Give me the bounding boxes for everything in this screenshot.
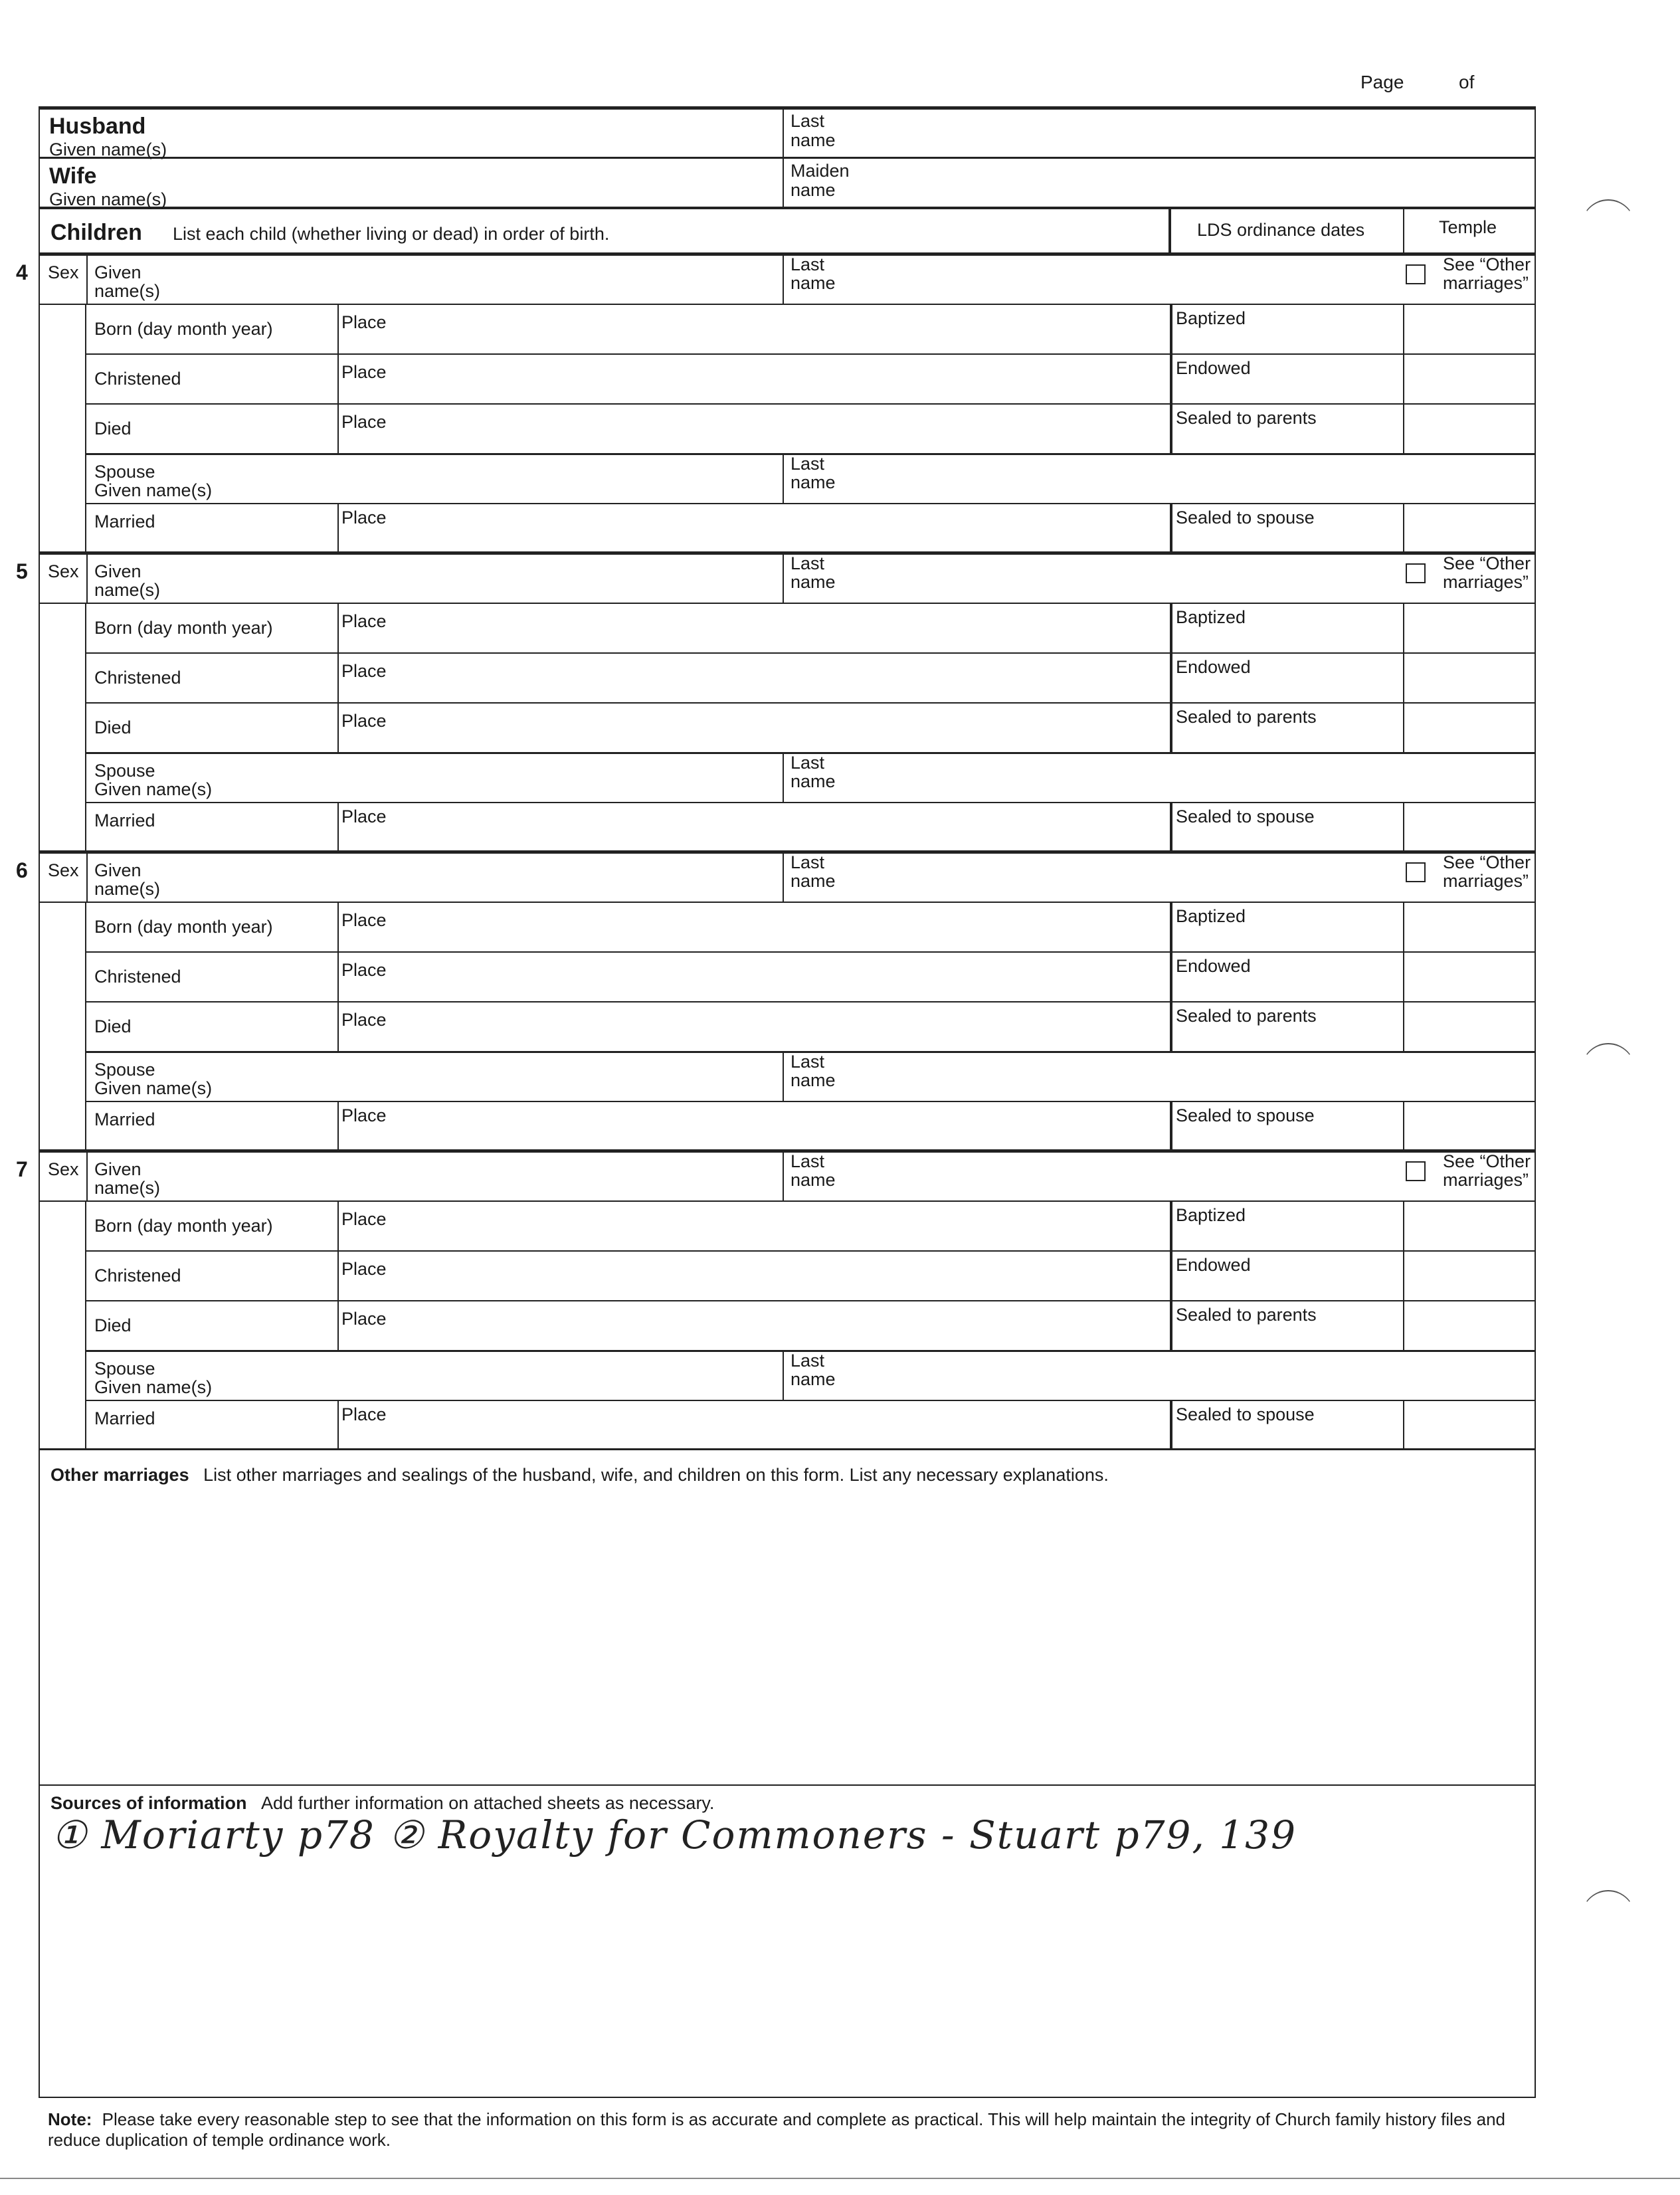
child-6-died-place-field[interactable] [399,1004,1163,1048]
child-6-sealed-to-spouse-date-field[interactable] [1176,1127,1395,1149]
child-4-last-label-1: Last [791,254,825,274]
child-4-baptized-temple-field[interactable] [1407,306,1533,350]
child-5-sealed-to-spouse-temple-field[interactable] [1407,805,1533,848]
child-4-given-label-2: name(s) [94,281,161,301]
wife-maiden-field[interactable] [864,161,1521,204]
child-6-christened-date-field[interactable] [199,954,332,998]
child-5-christened-place-field[interactable] [399,655,1163,699]
child-5-endowed-label: Endowed [1176,657,1251,677]
child-5-spouse-label-2: Given name(s) [94,779,213,799]
wife-given-label: Given name(s) [49,189,167,209]
child-5-sealed-to-spouse-date-field[interactable] [1176,828,1395,850]
child-5-born-place-label: Place [341,611,387,631]
child-4-died-place-label: Place [341,412,387,432]
child-7-see-other-label-1: See “Other [1443,1151,1531,1171]
child-4-last-field[interactable] [864,256,1395,300]
child-7-married-place-field[interactable] [399,1402,1163,1446]
child-5-sealed-to-spouse-label: Sealed to spouse [1176,807,1315,826]
child-4-born-place-field[interactable] [399,306,1163,350]
child-6-born-place-field[interactable] [399,904,1163,948]
child-7-born-date-field[interactable] [199,1203,332,1247]
other-marriages-title: Other marriages [50,1465,189,1485]
sources-section [50,1794,1512,1813]
child-4-died-date-field[interactable] [199,406,332,450]
child-7-given-field[interactable] [153,1153,771,1197]
temple-header: Temple [1439,217,1497,237]
child-4-died-label: Died [94,419,132,438]
child-4-christened-place-field[interactable] [399,356,1163,400]
child-5-married-place-label: Place [341,807,387,826]
child-7-christened-place-label: Place [341,1259,387,1279]
child-7-christened-place-field[interactable] [399,1253,1163,1297]
child-5-see-other-label-1: See “Other [1443,553,1531,573]
binder-hole-middle [1581,1043,1635,1099]
other-marriages-section [50,1466,1512,1485]
child-7-spouse-given-field[interactable] [219,1353,771,1396]
child-5-last-label-2: name [791,572,836,592]
child-6-baptized-label: Baptized [1176,906,1246,926]
child-7-sealed-to-parents-label: Sealed to parents [1176,1305,1317,1325]
sources-handwritten-entry: ① Moriarty p78 ② Royalty for Commoners - Stuart p79, 139 [52,1812,1297,1858]
child-5-given-label-1: Given [94,561,141,581]
child-6-endowed-label: Endowed [1176,956,1251,976]
child-6-married-place-label: Place [341,1105,387,1125]
child-5-last-field[interactable] [864,555,1395,599]
children-title: Children [50,220,142,245]
binder-hole-top [1581,199,1635,255]
note-text: Please take every reasonable step to see that the information on this form is as accurate and complete as practical. This will help maintain the integrity of Church family history files and reduce duplication of temple ordinance work. [48,2109,1506,2150]
child-6-sealed-to-parents-temple-field[interactable] [1407,1004,1533,1048]
child-7-sealed-to-parents-temple-field[interactable] [1407,1303,1533,1347]
child-5-sealed-to-parents-temple-field[interactable] [1407,705,1533,749]
child-5-sealed-to-parents-label: Sealed to parents [1176,707,1317,727]
child-6-given-label-2: name(s) [94,879,161,899]
child-7-last-label-2: name [791,1170,836,1190]
child-4-endowed-date-field[interactable] [1176,380,1395,401]
child-7-christened-date-field[interactable] [199,1253,332,1297]
child-5-baptized-date-field[interactable] [1176,629,1395,650]
child-5-christened-place-label: Place [341,661,387,681]
child-7-spouse-last-label-1: Last [791,1351,825,1371]
child-4-other-marriages-checkbox[interactable] [1406,264,1426,284]
child-6-endowed-date-field[interactable] [1176,978,1395,999]
husband-given-label: Given name(s) [49,140,167,159]
child-4-spouse-label-2: Given name(s) [94,480,213,500]
child-6-spouse-last-field[interactable] [864,1054,1528,1098]
wife-maiden-label-2: name [791,180,836,200]
child-6-sealed-to-parents-date-field[interactable] [1176,1028,1395,1049]
child-6-married-place-field[interactable] [399,1103,1163,1147]
child-7-spouse-last-field[interactable] [864,1353,1528,1396]
child-6-given-label-1: Given [94,860,141,880]
child-4-died-place-field[interactable] [399,406,1163,450]
child-6-sealed-to-spouse-temple-field[interactable] [1407,1103,1533,1147]
husband-last-label-2: name [791,130,836,150]
child-4-see-other-label-2: marriages” [1443,273,1529,293]
child-4-spouse-last-field[interactable] [864,456,1528,500]
child-4-married-date-field[interactable] [199,506,332,549]
child-4-sealed-to-spouse-label: Sealed to spouse [1176,508,1315,527]
child-6-spouse-label-1: Spouse [94,1060,155,1080]
child-5-died-label: Died [94,717,132,737]
child-5-number: 5 [16,559,28,583]
child-6-married-date-field[interactable] [199,1103,332,1147]
child-5-given-label-2: name(s) [94,580,161,600]
child-5-died-date-field[interactable] [199,705,332,749]
child-5-married-label: Married [94,811,155,830]
child-6-born-place-label: Place [341,910,387,930]
child-5-last-label-1: Last [791,553,825,573]
child-6-endowed-temple-field[interactable] [1407,954,1533,998]
child-4-baptized-label: Baptized [1176,308,1246,328]
child-7-endowed-temple-field[interactable] [1407,1253,1533,1297]
child-6-last-label-1: Last [791,852,825,872]
child-7-last-field[interactable] [864,1153,1395,1197]
child-4-sealed-to-parents-label: Sealed to parents [1176,408,1317,428]
child-4-given-field[interactable] [153,256,771,300]
child-4-sex-label: Sex [48,262,79,282]
child-5-spouse-last-label-1: Last [791,753,825,773]
child-6-sex-label: Sex [48,860,79,880]
child-4-spouse-last-label-2: name [791,472,836,492]
wife-given-field[interactable] [266,161,771,204]
child-6-spouse-label-2: Given name(s) [94,1078,213,1098]
sources-instruction: Add further information on attached sheets as necessary. [261,1793,715,1813]
child-4-born-label: Born (day month year) [94,319,273,339]
child-4-endowed-label: Endowed [1176,358,1251,378]
child-7-number: 7 [16,1157,28,1181]
child-4-endowed-temple-field[interactable] [1407,356,1533,400]
child-7-sealed-to-parents-date-field[interactable] [1176,1327,1395,1348]
child-7-given-label-2: name(s) [94,1178,161,1198]
child-4-see-other-label-1: See “Other [1443,254,1531,274]
child-7-christened-label: Christened [94,1266,181,1286]
child-6-see-other-label-2: marriages” [1443,871,1529,891]
child-5-died-place-label: Place [341,711,387,731]
child-7-other-marriages-checkbox[interactable] [1406,1161,1426,1181]
child-7-spouse-last-label-2: name [791,1369,836,1389]
of-label: of [1459,72,1475,92]
husband-title: Husband [49,114,146,139]
child-7-see-other-label-2: marriages” [1443,1170,1529,1190]
child-7-married-date-field[interactable] [199,1402,332,1446]
child-5-baptized-temple-field[interactable] [1407,605,1533,649]
child-6-sealed-to-parents-label: Sealed to parents [1176,1006,1317,1026]
child-6-last-field[interactable] [864,854,1395,898]
child-6-born-label: Born (day month year) [94,917,273,937]
child-4-born-date-field[interactable] [199,306,332,350]
wife-title: Wife [49,163,97,189]
child-4-spouse-last-label-1: Last [791,454,825,474]
child-6-christened-label: Christened [94,967,181,987]
child-6-died-place-label: Place [341,1010,387,1030]
other-marriages-field[interactable] [47,1495,1528,1780]
child-5-christened-date-field[interactable] [199,655,332,699]
child-7-last-label-1: Last [791,1151,825,1171]
child-7-sex-label: Sex [48,1159,79,1179]
child-7-died-place-field[interactable] [399,1303,1163,1347]
child-7-spouse-label-2: Given name(s) [94,1377,213,1397]
child-5-christened-label: Christened [94,668,181,688]
child-4-sealed-to-spouse-date-field[interactable] [1176,529,1395,551]
child-6-spouse-given-field[interactable] [219,1054,771,1098]
child-6-born-date-field[interactable] [199,904,332,948]
child-4-number: 4 [16,260,28,284]
child-6-christened-place-field[interactable] [399,954,1163,998]
child-5-given-field[interactable] [153,555,771,599]
child-7-died-date-field[interactable] [199,1303,332,1347]
child-7-baptized-label: Baptized [1176,1205,1246,1225]
child-4-baptized-date-field[interactable] [1176,330,1395,351]
child-4-married-place-label: Place [341,508,387,527]
child-7-baptized-temple-field[interactable] [1407,1203,1533,1247]
sources-title: Sources of information [50,1793,247,1813]
child-7-died-label: Died [94,1315,132,1335]
child-6-married-label: Married [94,1109,155,1129]
child-6-died-date-field[interactable] [199,1004,332,1048]
child-4-spouse-given-field[interactable] [219,456,771,500]
child-7-endowed-label: Endowed [1176,1255,1251,1275]
child-5-spouse-given-field[interactable] [219,755,771,799]
husband-last-label-1: Last [791,111,825,131]
child-6-sealed-to-spouse-label: Sealed to spouse [1176,1105,1315,1125]
binder-hole-bottom [1581,1890,1635,1946]
child-4-christened-place-label: Place [341,362,387,382]
child-4-sealed-to-parents-temple-field[interactable] [1407,406,1533,450]
child-7-married-place-label: Place [341,1404,387,1424]
other-marriages-instruction: List other marriages and sealings of the husband, wife, and children on this form. List any necessary explanations. [203,1465,1109,1485]
page-label: Page [1360,72,1404,92]
child-5-spouse-last-field[interactable] [864,755,1528,799]
child-5-married-place-field[interactable] [399,805,1163,848]
husband-given-field[interactable] [266,112,771,154]
child-4-spouse-label-1: Spouse [94,462,155,482]
child-6-christened-place-label: Place [341,960,387,980]
child-5-other-marriages-checkbox[interactable] [1406,563,1426,583]
footer-note [48,2109,1529,2150]
child-5-born-date-field[interactable] [199,605,332,649]
child-5-married-date-field[interactable] [199,805,332,848]
child-5-endowed-temple-field[interactable] [1407,655,1533,699]
child-5-see-other-label-2: marriages” [1443,572,1529,592]
child-6-last-label-2: name [791,871,836,891]
child-6-number: 6 [16,858,28,882]
wife-maiden-label-1: Maiden [791,161,850,181]
child-6-spouse-last-label-2: name [791,1070,836,1090]
child-4-christened-label: Christened [94,369,181,389]
sources-field[interactable] [47,1820,1528,2093]
child-7-born-place-label: Place [341,1209,387,1229]
child-7-born-place-field[interactable] [399,1203,1163,1247]
child-5-spouse-last-label-2: name [791,771,836,791]
child-5-died-place-field[interactable] [399,705,1163,749]
children-instruction: List each child (whether living or dead) in order of birth. [173,224,610,244]
child-7-spouse-label-1: Spouse [94,1359,155,1379]
child-5-born-label: Born (day month year) [94,618,273,638]
child-4-sealed-to-spouse-temple-field[interactable] [1407,506,1533,549]
child-6-spouse-last-label-1: Last [791,1052,825,1072]
child-7-married-label: Married [94,1408,155,1428]
child-5-spouse-label-1: Spouse [94,761,155,781]
child-4-given-label-1: Given [94,262,141,282]
child-7-given-label-1: Given [94,1159,141,1179]
child-6-died-label: Died [94,1016,132,1036]
child-6-given-field[interactable] [153,854,771,898]
child-7-sealed-to-spouse-date-field[interactable] [1176,1426,1395,1448]
child-5-sealed-to-parents-date-field[interactable] [1176,729,1395,750]
child-7-died-place-label: Place [341,1309,387,1329]
child-4-sealed-to-parents-date-field[interactable] [1176,430,1395,451]
lds-ordinance-dates-header: LDS ordinance dates [1197,220,1365,240]
child-6-baptized-date-field[interactable] [1176,928,1395,949]
child-4-christened-date-field[interactable] [199,356,332,400]
note-label: Note: [48,2109,92,2129]
child-6-see-other-label-1: See “Other [1443,852,1531,872]
child-4-born-place-label: Place [341,312,387,332]
child-7-sealed-to-spouse-label: Sealed to spouse [1176,1404,1315,1424]
child-6-other-marriages-checkbox[interactable] [1406,862,1426,882]
child-4-married-place-field[interactable] [399,506,1163,549]
child-5-endowed-date-field[interactable] [1176,679,1395,700]
husband-last-field[interactable] [864,112,1521,154]
child-6-baptized-temple-field[interactable] [1407,904,1533,948]
child-7-baptized-date-field[interactable] [1176,1227,1395,1248]
child-7-born-label: Born (day month year) [94,1216,273,1236]
child-5-baptized-label: Baptized [1176,607,1246,627]
child-5-sex-label: Sex [48,561,79,581]
child-7-endowed-date-field[interactable] [1176,1277,1395,1298]
child-4-married-label: Married [94,512,155,531]
child-5-born-place-field[interactable] [399,605,1163,649]
child-4-last-label-2: name [791,273,836,293]
child-7-sealed-to-spouse-temple-field[interactable] [1407,1402,1533,1446]
